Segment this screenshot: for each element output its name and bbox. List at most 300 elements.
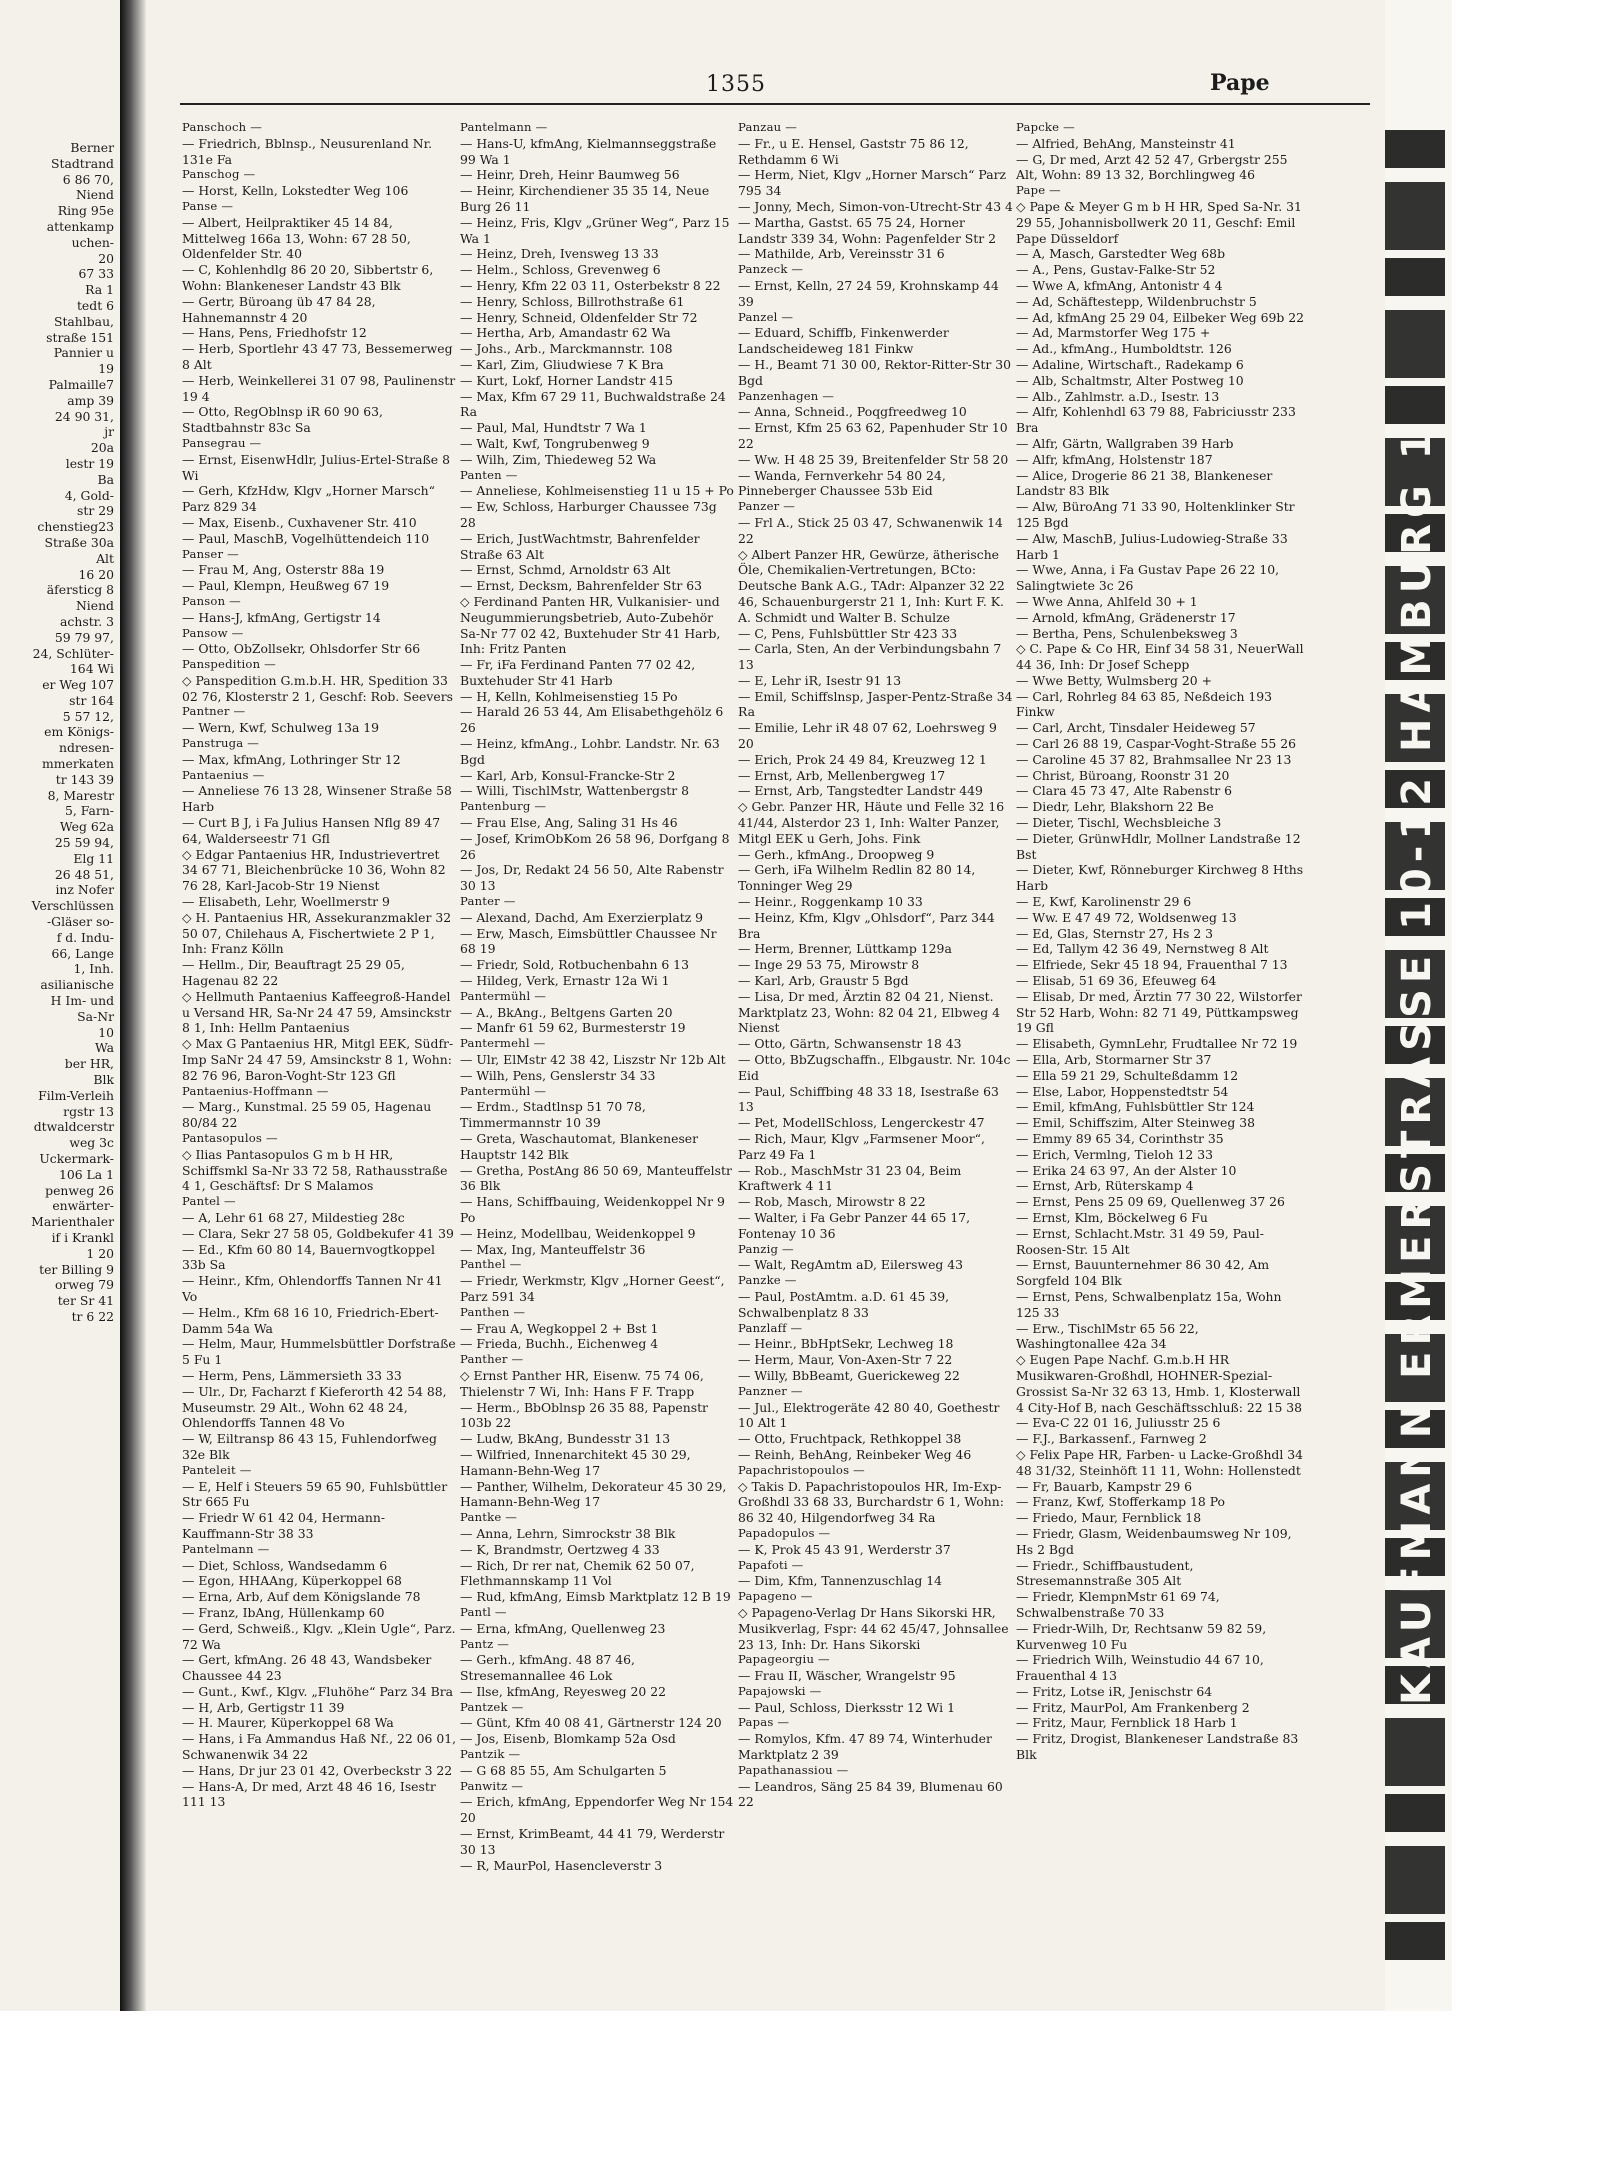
fragment-line: Sa-Nr [77,1008,114,1024]
directory-entry: — Paul, Schloss, Dierksstr 12 Wi 1 [738,1699,955,1715]
fragment-line: amp 39 [67,392,114,408]
directory-entry: — Eva-C 22 01 16, Juliusstr 25 6 [1016,1415,1221,1431]
directory-entry: — Fr., u E. Hensel, Gaststr 75 86 12, Rethdamm 6 Wi [738,135,969,167]
directory-entry: — Heinr, Dreh, Heinr Baumweg 56 [460,167,680,183]
directory-entry: — Franz, IbAng, Hüllenkamp 60 [182,1604,385,1620]
directory-entry: — Emil, Schiffszim, Alter Steinweg 38 [1016,1115,1255,1131]
directory-entry: — W, Eiltransp 86 43 15, Fuhlendorfweg 32e Blk [182,1431,437,1462]
directory-entry: — Caroline 45 37 82, Brahmsallee Nr 23 13 [1016,751,1292,767]
directory-entry: — Willi, TischlMstr, Wattenbergstr 8 [460,783,690,799]
directory-entry: — Martha, Gastst. 65 75 24, Horner Landstr 339 34, Wohn: Pagenfelder Str 2 [738,214,997,246]
directory-entry: — Heinr., BbHptSekr, Lechweg 18 [738,1336,954,1352]
directory-entry: — Inge 29 53 75, Mirowstr 8 [738,957,920,973]
directory-entry: — Fritz, Lotse iR, Jenischstr 64 [1016,1683,1213,1699]
directory-entry: — Hans, Schiffbauing, Weidenkoppel Nr 9 Po [460,1194,725,1225]
directory-entry: — Heinz, Kfm, Klgv „Ohlsdorf“, Parz 344 Bra [738,909,995,941]
directory-entry: — A, Lehr 61 68 27, Mildestieg 28c [182,1209,405,1225]
fragment-line: achstr. 3 [60,613,114,629]
directory-entry: — Emil, Schiffslnsp, Jasper-Pentz-Straße 34 Ra [738,688,1013,720]
directory-entry: — Panther, Wilhelm, Dekorateur 45 30 29, Hamann-Behn-Weg 17 [460,1478,727,1510]
directory-entry: — Elisab, Dr med, Ärztin 77 30 22, Wilstorfer Str 52 Harb, Wohn: 82 71 49, Püttkampsweg 19 Gfl [1016,988,1302,1036]
directory-entry: Panschog — [182,167,256,182]
fragment-line: penweg 26 [45,1182,114,1198]
directory-entry: — Herm, Brenner, Lüttkamp 129a [738,941,952,957]
directory-entry: — Ulr, ElMstr 42 38 42, Liszstr Nr 12b Alt [460,1052,726,1068]
directory-entry: — Helm, Maur, Hummelsbüttler Dorfstraße 5 Fu 1 [182,1336,456,1368]
directory-entry: — Anneliese, Kohlmeisenstieg 11 u 15 + Po [460,483,734,499]
directory-entry: — Erw., TischlMstr 65 56 22, Washingtonallee 42a 34 [1016,1320,1199,1352]
fragment-line: ber HR, [64,1056,114,1072]
directory-entry: Papathanassiou — [738,1762,849,1777]
directory-column-4 [1016,120,1306,1880]
directory-entry: Papajowski — [738,1683,822,1698]
directory-entry: — Herb, Weinkellerei 31 07 98, Paulinenstr 19 4 [182,372,456,404]
directory-entry: — Herm, Niet, Klgv „Horner Marsch“ Parz 795 34 [738,167,1007,199]
directory-entry: — Elfriede, Sekr 45 18 94, Frauenthal 7 13 [1016,957,1288,973]
directory-column-3 [738,120,1013,1880]
directory-entry: — Otto, ObZollsekr, Ohlsdorfer Str 66 [182,641,421,657]
directory-entry: ◇ Papageno-Verlag Dr Hans Sikorski HR, Musikverlag, Fspr: 44 62 45/47, Johnsallee 23 13, Inh: Dr. Hans Sikorski [738,1604,1009,1652]
directory-entry: — Ww. E 47 49 72, Woldsenweg 13 [1016,909,1237,925]
directory-entry: — Paul, Mal, Hundtstr 7 Wa 1 [460,420,647,436]
directory-entry: — Frau II, Wäscher, Wrangelstr 95 [738,1668,956,1684]
fragment-line: enwärter- [52,1198,114,1214]
directory-entry: — Ella, Arb, Stormarner Str 37 [1016,1052,1212,1068]
directory-entry: Pansegrau — [182,435,262,450]
directory-entry: — Gerd, Schweiß., Klgv. „Klein Ugle“, Parz. 72 Wa [182,1620,456,1652]
fragment-line: Stahlbau, [53,313,114,329]
fragment-line: 19 [98,361,114,377]
directory-entry: — Josef, KrimObKom 26 58 96, Dorfgang 8 26 [460,830,730,862]
directory-entry: — Gerh, iFa Wilhelm Redlin 82 80 14, Tonninger Weg 29 [738,862,976,894]
directory-entry: — Carl 26 88 19, Caspar-Voght-Straße 55 26 [1016,736,1296,752]
directory-entry: — Hans, i Fa Ammandus Haß Nf., 22 06 01, Schwanenwik 34 22 [182,1731,457,1763]
directory-entry: Pantaenius — [182,767,265,782]
directory-entry: — Ernst, Arb, Mellenbergweg 17 [738,767,946,783]
book-binding-shadow [120,0,146,2011]
directory-entry: Panson — [182,593,241,608]
directory-entry: — Friedr W 61 42 04, Hermann-Kauffmann-Str 38 33 [182,1510,386,1541]
directory-entry: Panthen — [460,1304,526,1319]
directory-entry: — Emilie, Lehr iR 48 07 62, Loehrsweg 9 20 [738,720,997,752]
directory-entry: — Gerh, KfzHdw, Klgv „Horner Marsch“ Parz 829 34 [182,483,435,515]
fragment-line: Straße 30a [44,534,114,550]
fragment-line: er Weg 107 [42,677,114,693]
fragment-line: 24, Schlüter- [32,645,114,661]
directory-entry: — Anneliese 76 13 28, Winsener Straße 58 Harb [182,783,452,815]
directory-entry: Papageorgiu — [738,1652,830,1667]
directory-entry: Panspedition — [182,657,276,672]
directory-entry: — Alexand, Dachd, Am Exerzierplatz 9 [460,909,704,925]
fragment-line: attenkamp [46,218,114,234]
directory-entry: — Franz, Kwf, Stofferkamp 18 Po [1016,1494,1226,1510]
directory-entry: — Eduard, Schiffb, Finkenwerder Landscheideweg 181 Finkw [738,325,949,357]
fragment-line: Palmaille7 [48,376,114,392]
directory-entry: — K, Prok 45 43 91, Werderstr 37 [738,1541,951,1557]
fragment-line: 4, Gold- [64,487,114,503]
directory-entry: — Wanda, Fernverkehr 54 80 24, Pinneberger Chaussee 53b Eid [738,467,946,499]
directory-entry: — Elisabeth, GymnLehr, Frudtallee Nr 72 19 [1016,1036,1298,1052]
facing-page-fragment [0,140,118,1900]
directory-entry: — Pet, ModellSchloss, Lengerckestr 47 [738,1115,985,1131]
directory-entry: — Wilh, Pens, Genslerstr 34 33 [460,1067,656,1083]
directory-entry: — Frl A., Stick 25 03 47, Schwanenwik 14 22 [738,514,1003,546]
directory-entry: Papageno — [738,1589,813,1604]
directory-entry: — Max, Eisenb., Cuxhavener Str. 410 [182,514,417,530]
directory-entry: Pansow — [182,625,244,640]
directory-entry: — Ed, Tallym 42 36 49, Nernstweg 8 Alt [1016,941,1269,957]
fragment-line: 164 Wi [69,661,114,677]
directory-entry: — Ilse, kfmAng, Reyesweg 20 22 [460,1683,666,1699]
fragment-line: Elg 11 [73,850,114,866]
fragment-line: inz Nofer [55,882,114,898]
directory-entry: — Wilh, Zim, Thiedeweg 52 Wa [460,451,657,467]
directory-entry: — Henry, Schloss, Billrothstraße 61 [460,293,685,309]
directory-entry: — Rich, Dr rer nat, Chemik 62 50 07, Flethmannskamp 11 Vol [460,1557,695,1589]
directory-entry: — Jul., Elektrogeräte 42 80 40, Goethestr 10 Alt 1 [738,1399,1000,1431]
directory-entry: ◇ Gebr. Panzer HR, Häute und Felle 32 16 41/44, Alsterdor 23 1, Inh: Walter Panzer, Mitgl EEK u Gerh, Johs. Fink [738,799,1005,846]
directory-entry: — Karl, Arb, Graustr 5 Bgd [738,973,909,989]
directory-entry: — Henry, Schneid, Oldenfelder Str 72 [460,309,698,325]
directory-entry: — Wern, Kwf, Schulweg 13a 19 [182,720,380,736]
directory-entry: — C, Kohlenhdlg 86 20 20, Sibbertstr 6, Wohn: Blankeneser Landstr 43 Blk [182,262,434,293]
directory-entry: — Wwe Betty, Wulmsberg 20 + [1016,672,1212,688]
fragment-line: em Königs- [44,724,114,740]
directory-entry: — Rob., MaschMstr 31 23 04, Beim Kraftwerk 4 11 [738,1162,962,1194]
directory-entry: Panter — [460,894,516,909]
directory-entry: — Gertr, Büroang üb 47 84 28, Hahnemannstr 4 20 [182,293,376,325]
directory-entry: — Wwe Anna, Ahlfeld 30 + 1 [1016,593,1198,609]
fragment-line: 26 48 51, [54,866,114,882]
directory-entry: — Alw, BüroAng 71 33 90, Holtenklinker Str 125 Bgd [1016,499,1295,530]
directory-entry: — Erna, kfmAng, Quellenweg 23 [460,1620,666,1636]
directory-entry: — Erdm., Stadtlnsp 51 70 78, Timmermannstr 10 39 [460,1099,646,1131]
directory-entry: — Hildeg, Verk, Ernastr 12a Wi 1 [460,973,670,989]
directory-entry: — Albert, Heilpraktiker 45 14 84, Mittelweg 166a 13, Wohn: 67 28 50, Oldenfelder Str. 40 [182,214,411,262]
directory-entry: — Alfr, Gärtn, Wallgraben 39 Harb [1016,435,1234,451]
directory-entry: — H., Beamt 71 30 00, Rektor-Ritter-Str 30 Bgd [738,356,1012,388]
directory-entry: — Marg., Kunstmal. 25 59 05, Hagenau 80/84 22 [182,1099,432,1131]
directory-entry: — Otto, RegOblnsp iR 60 90 63, Stadtbahnstr 83c Sa [182,404,383,436]
directory-entry: — Erw, Masch, Eimsbüttler Chaussee Nr 68 19 [460,925,717,957]
directory-entry: — H. Maurer, Küperkoppel 68 Wa [182,1715,394,1731]
directory-entry: Panstruga — [182,736,260,751]
directory-entry: — Ad, Schäftestepp, Wildenbruchstr 5 [1016,293,1257,309]
directory-entry: — A., BkAng., Beltgens Garten 20 [460,1004,673,1020]
directory-entry: — Paul, Schiffbing 48 33 18, Isestraße 63 13 [738,1083,999,1115]
directory-entry: — Elisabeth, Lehr, Woellmerstr 9 [182,894,390,910]
directory-entry: — Ww. H 48 25 39, Breitenfelder Str 58 20 [738,451,1009,467]
directory-entry: — Ernst, KrimBeamt, 44 41 79, Werderstr 30 13 [460,1826,725,1857]
fragment-line: Pannier u [53,345,114,361]
directory-entry: Panwitz — [460,1778,524,1793]
directory-entry: Panzenhagen — [738,388,835,403]
fragment-line: Niend [75,187,114,203]
fragment-line: 1, Inh. [73,961,114,977]
directory-entry: — Wilfried, Innenarchitekt 45 30 29, Hamann-Behn-Weg 17 [460,1446,691,1478]
directory-entry: — A., Pens, Gustav-Falke-Str 52 [1016,262,1216,278]
fragment-line: straße 151 [46,329,114,345]
directory-entry: — Fr, iFa Ferdinand Panten 77 02 42, Buxtehuder Str 41 Harb [460,657,696,688]
directory-entry: — C, Pens, Fuhlsbüttler Str 423 33 [738,625,958,641]
directory-entry: Panzke — [738,1273,797,1288]
directory-entry: — Herm, Pens, Lämmersieth 33 33 [182,1367,402,1383]
running-head: Pape [1210,70,1270,96]
directory-entry: Panzlaff — [738,1320,803,1335]
directory-entry: — Gerh., kfmAng., Droopweg 9 [738,846,935,862]
directory-entry: Panten — [460,467,518,482]
directory-entry: Pantermühl — [460,988,547,1003]
fragment-line: lestr 19 [65,455,114,471]
directory-entry: — Hellm., Dir, Beauftragt 25 29 05, Hagenau 82 22 [182,957,405,989]
directory-entry: — Fritz, Maur, Fernblick 18 Harb 1 [1016,1715,1238,1731]
directory-entry: — Leandros, Säng 25 84 39, Blumenau 60 22 [738,1778,1003,1810]
fragment-line: 20 [98,250,114,266]
directory-entry: — Anna, Lehrn, Simrockstr 38 Blk [460,1525,676,1541]
directory-entry: — Rich, Maur, Klgv „Farmsener Moor“, Parz 49 Fa 1 [738,1131,985,1162]
directory-entry: — Hans-A, Dr med, Arzt 48 46 16, Isestr 111 13 [182,1778,436,1810]
directory-entry: — Hertha, Arb, Amandastr 62 Wa [460,325,671,341]
directory-entry: ◇ C. Pape & Co HR, Einf 34 58 31, NeuerWall 44 36, Inh: Dr Josef Schepp [1016,641,1304,673]
fragment-line: Verschlüssen [31,898,114,914]
fragment-line: tr 6 22 [71,1308,114,1324]
fragment-line: 6 86 70, [62,171,114,187]
directory-entry: Pape — [1016,183,1061,198]
directory-entry: — Egon, HHAAng, Küperkoppel 68 [182,1573,402,1589]
directory-entry: — Walt, RegAmtm aD, Eilersweg 43 [738,1257,964,1273]
directory-entry: Papachristopoulos — [738,1462,865,1477]
directory-entry: — Friedo, Maur, Fernblick 18 [1016,1510,1202,1526]
directory-entry: ◇ Edgar Pantaenius HR, Industrievertret 34 67 71, Bleichenbrücke 10 36, Wohn 82 76 28, Karl-Jacob-Str 19 Nienst [182,846,446,894]
directory-column-1 [182,120,457,1880]
directory-entry: — Manfr 61 59 62, Burmesterstr 19 [460,1020,686,1036]
directory-entry: — Ad., kfmAng., Humboldtstr. 126 [1016,341,1232,357]
directory-entry: — Karl, Arb, Konsul-Francke-Str 2 [460,767,676,783]
directory-entry: — Else, Labor, Hoppenstedtstr 54 [1016,1083,1229,1099]
directory-entry: Pantaenius-Hoffmann — [182,1083,329,1098]
directory-entry: — Ernst, Schlacht.Mstr. 31 49 59, Paul-Roosen-Str. 15 Alt [1016,1225,1264,1257]
directory-entry: Panthel — [460,1257,522,1272]
directory-entry: — Jos, Dr, Redakt 24 56 50, Alte Rabenstr 30 13 [460,862,724,894]
directory-entry: — Ed., Kfm 60 80 14, Bauernvogtkoppel 33b Sa [182,1241,435,1273]
directory-entry: — Fritz, MaurPol, Am Frankenberg 2 [1016,1699,1250,1715]
directory-entry: Pantel — [182,1194,236,1209]
directory-entry: — Heinz, Fris, Klgv „Grüner Weg“, Parz 15 Wa 1 [460,214,730,246]
directory-entry: — Ernst, Pens, Schwalbenplatz 15a, Wohn 125 33 [1016,1288,1282,1320]
directory-entry: — Alb, Schaltmstr, Alter Postweg 10 [1016,372,1244,388]
directory-entry: — Helm., Kfm 68 16 10, Friedrich-Ebert-Damm 54a Wa [182,1304,439,1336]
directory-entry: — Jonny, Mech, Simon-von-Utrecht-Str 43 4 [738,198,1013,214]
fragment-line: Uckermark- [39,1151,114,1166]
directory-entry: — Friedr-Wilh, Dr, Rechtsanw 59 82 59, Kurvenweg 10 Fu [1016,1620,1267,1652]
directory-entry: ◇ Ferdinand Panten HR, Vulkanisier- und Neugummierungsbetrieb, Auto-Zubehör Sa-Nr 77 02 42, Buxtehuder Str 41 Harb, Inh: Fritz Panten [460,593,721,657]
fragment-line: 106 La 1 [58,1166,114,1182]
fragment-line: str 164 [69,692,114,708]
directory-entry: Panzig — [738,1241,794,1256]
fragment-line: Stadtrand [51,155,114,171]
directory-entry: — Helm., Schloss, Grevenweg 6 [460,262,661,278]
directory-entry: Papas — [738,1715,790,1730]
directory-entry: — Ernst, Pens 25 09 69, Quellenweg 37 26 [1016,1194,1285,1210]
directory-entry: Pantasopulos — [182,1131,278,1145]
directory-entry: — Alfried, BehAng, Mansteinstr 41 [1016,135,1236,151]
directory-entry: — Wwe, Anna, i Fa Gustav Pape 26 22 10, Salingtwiete 3c 26 [1016,562,1280,594]
directory-entry: — Friedr, Werkmstr, Klgv „Horner Geest“, Parz 591 34 [460,1273,725,1304]
fragment-line: dtwaldcerstr [33,1119,114,1135]
directory-entry: Pantermehl — [460,1036,546,1051]
directory-entry: — Ernst, Klm, Böckelweg 6 Fu [1016,1209,1208,1225]
directory-entry: — Ella 59 21 29, Schulteßdamm 12 [1016,1067,1239,1083]
fragment-line: asilianische [40,977,114,993]
directory-entry: — K, Brandmstr, Oertzweg 4 33 [460,1541,660,1557]
directory-entry: — Hans, Pens, Friedhofstr 12 [182,325,367,341]
directory-entry: — Alfr, Kohlenhdl 63 79 88, Fabriciusstr 233 Bra [1016,404,1296,436]
fragment-line: chenstieg23 [37,519,114,535]
fragment-line: tedt 6 [76,297,114,313]
directory-entry: — H, Arb, Gertigstr 11 39 [182,1699,345,1715]
directory-entry: Papcke — [1016,120,1075,134]
directory-entry: — Fr, Bauarb, Kampstr 29 6 [1016,1478,1193,1494]
directory-entry: — Alw, MaschB, Julius-Ludowieg-Straße 33 Harb 1 [1016,530,1288,562]
directory-entry: — Heinz, Modellbau, Weidenkoppel 9 [460,1225,696,1241]
fragment-line: if i Krankl [51,1229,114,1245]
directory-entry: — Clara 45 73 47, Alte Rabenstr 6 [1016,783,1232,799]
directory-entry: — R, MaurPol, Hasencleverstr 3 [460,1857,663,1873]
fragment-line: 20a [90,440,114,456]
fragment-line: 5 57 12, [62,708,114,724]
directory-entry: — Curt B J, i Fa Julius Hansen Nflg 89 47 64, Walderseestr 71 Gfl [182,815,441,846]
header-rule [180,103,1370,105]
fragment-line: weg 3c [69,1135,114,1151]
directory-entry: — Erna, Arb, Auf dem Königslande 78 [182,1589,421,1605]
directory-entry: — Hans-U, kfmAng, Kielmannseggstraße 99 Wa 1 [460,135,717,167]
directory-entry: — Dieter, Kwf, Rönneburger Kirchweg 8 Hths Harb [1016,862,1304,894]
directory-entry: Papadopulos — [738,1525,831,1540]
fragment-line: str 29 [77,503,114,519]
fragment-line: 5, Farn- [65,803,114,819]
directory-entry: — Arnold, kfmAng, Grädenerstr 17 [1016,609,1236,625]
directory-entry: — Max, Ing, Manteuffelstr 36 [460,1241,646,1257]
directory-entry: — Christ, Büroang, Roonstr 31 20 [1016,767,1230,783]
directory-entry: Panzer — [738,499,796,514]
directory-entry: — A, Masch, Garstedter Weg 68b [1016,246,1225,262]
directory-entry: — Heinr, Kirchendiener 35 35 14, Neue Burg 26 11 [460,183,710,214]
fragment-line: H Im- und [50,993,114,1009]
directory-entry: Pantenburg — [460,799,547,814]
directory-entry: Pantz — [460,1636,510,1651]
directory-entry: — Emil, kfmAng, Fuhlsbüttler Str 124 [1016,1099,1255,1115]
fragment-line: 16 20 [78,566,114,582]
fragment-line: 67 33 [78,266,114,282]
fragment-line: jr [104,424,114,440]
directory-entry: Panzeck — [738,262,804,277]
directory-entry: — Kurt, Lokf, Horner Landstr 415 [460,372,674,388]
directory-entry: — Friedr, KlempnMstr 61 69 74, Schwalbenstraße 70 33 [1016,1589,1220,1620]
directory-entry: — Günt, Kfm 40 08 41, Gärtnerstr 124 20 [460,1715,722,1731]
directory-entry: — Hans, Dr jur 23 01 42, Overbeckstr 3 22 [182,1762,453,1778]
directory-entry: — Lisa, Dr med, Ärztin 82 04 21, Nienst. Marktplatz 23, Wohn: 82 04 21, Elbweg 4 Nienst [738,988,1000,1036]
directory-entry: — G, Dr med, Arzt 42 52 47, Grbergstr 255 Alt, Wohn: 89 13 32, Borchlingweg 46 [1016,151,1288,183]
directory-entry: Panser — [182,546,239,561]
directory-entry: ◇ Albert Panzer HR, Gewürze, ätherische Öle, Chemikalien-Vertretungen, BCto: Deutsche Bank A.G., TAdr: Alpanzer 32 22 46, Schauenburgerstr 21 1, Inh: Kurt F. K. A. Schmidt und Walter B. Schulze [738,546,1005,625]
fragment-line: Ra 1 [85,282,114,298]
directory-entry: — Ad, kfmAng 25 29 04, Eilbeker Weg 69b 22 [1016,309,1305,325]
fragment-line: rgstr 13 [63,1103,114,1119]
directory-entry: — Friedrich Wilh, Weinstudio 44 67 10, Frauenthal 4 13 [1016,1652,1264,1684]
fragment-line: tr 143 39 [55,771,114,787]
directory-entry: — Hans-J, kfmAng, Gertigstr 14 [182,609,381,625]
directory-entry: — Ernst, Decksm, Bahrenfelder Str 63 [460,578,703,594]
directory-entry: Panzner — [738,1383,803,1398]
directory-entry: ◇ H. Pantaenius HR, Assekuranzmakler 32 50 07, Chilehaus A, Fischertwiete 2 P 1, Inh: Franz Kölln [182,909,452,957]
fragment-line: Blk [93,1072,114,1088]
directory-entry: — F.J., Barkassenf., Farnweg 2 [1016,1431,1207,1447]
directory-entry: — Reinh, BehAng, Reinbeker Weg 46 [738,1446,972,1462]
directory-entry: — Karl, Zim, Gliudwiese 7 K Bra [460,356,664,372]
directory-entry: ◇ Ernst Panther HR, Eisenw. 75 74 06, Thielenstr 7 Wi, Inh: Hans F F. Trapp [460,1367,704,1399]
directory-entry: Pantzik — [460,1747,521,1762]
directory-entry: — Wwe A, kfmAng, Antonistr 4 4 [1016,277,1223,293]
directory-entry: Pantl — [460,1604,507,1619]
directory-entry: ◇ Eugen Pape Nachf. G.m.b.H HR Musikwaren-Großhdl, HOHNER-Spezial-Grossist Sa-Nr 32 63 13, Hmb. 1, Klosterwall 4 City-Hof B, nach Geschäftsschluß: 22 15 38 [1016,1352,1303,1415]
directory-entry: — Gerh., kfmAng. 48 87 46, Stresemannallee 46 Lok [460,1652,635,1684]
fragment-line: äfersticg 8 [46,582,114,598]
directory-entry: — Adaline, Wirtschaft., Radekamp 6 [1016,356,1244,372]
directory-column-2 [460,120,735,1880]
directory-entry: — Ulr., Dr, Facharzt f Kieferorth 42 54 88, Museumstr. 29 Alt., Wohn 62 48 24, Ohlendorffs Tannen 48 Vo [182,1383,447,1431]
directory-entry: Pantelmann — [460,120,548,134]
directory-entry: — Heinz, Dreh, Ivensweg 13 33 [460,246,659,262]
directory-entry: — Heinz, kfmAng., Lohbr. Landstr. Nr. 63 Bgd [460,736,720,767]
directory-entry: ◇ Ilias Pantasopulos G m b H HR, Schiffsmkl Sa-Nr 33 72 58, Rathausstraße 4 1, Geschäftsf: Dr S Malamos [182,1146,448,1194]
directory-entry: — Erich, kfmAng, Eppendorfer Weg Nr 154 20 [460,1794,734,1826]
directory-entry: — Otto, BbZugschaffn., Elbgaustr. Nr. 104c Eid [738,1052,1011,1083]
fragment-line: 66, Lange [51,945,114,961]
directory-entry: — Walter, i Fa Gebr Panzer 44 65 17, Fontenay 10 36 [738,1209,971,1241]
directory-entry: Panther — [460,1352,524,1367]
directory-entry: — Erich, Prok 24 49 84, Kreuzweg 12 1 [738,751,987,767]
directory-entry: Panzel — [738,309,794,324]
directory-entry: — Heinr., Kfm, Ohlendorffs Tannen Nr 41 Vo [182,1273,443,1304]
directory-entry: — Heinr., Roggenkamp 10 33 [738,894,923,910]
directory-entry: — Friedr, Glasm, Weidenbaumsweg Nr 109, Hs 2 Bgd [1016,1525,1292,1557]
directory-entry: — Otto, Fruchtpack, Rethkoppel 38 [738,1431,962,1447]
directory-entry: — E, Helf i Steuers 59 65 90, Fuhlsbüttler Str 665 Fu [182,1478,448,1510]
directory-entry: Panteleit — [182,1462,252,1477]
fragment-line: -Gläser so- [47,914,114,930]
directory-entry: — H, Kelln, Kohlmeisenstieg 15 Po [460,688,678,704]
directory-entry: — Dieter, GrünwHdlr, Mollner Landstraße 12 Bst [1016,830,1301,862]
fragment-line: 10 [98,1024,114,1040]
fragment-line: mmerkaten [42,756,114,772]
fragment-line: 24 90 31, [54,408,114,424]
directory-entry: — Ernst, Kfm 25 63 62, Papenhuder Str 10 22 [738,420,1008,451]
directory-entry: — Dim, Kfm, Tannenzuschlag 14 [738,1573,943,1589]
directory-entry: — Johs., Arb., Marckmannstr. 108 [460,341,673,357]
directory-entry: — Herb, Sportlehr 43 47 73, Bessemerweg 8 Alt [182,341,453,372]
directory-entry: — Herm, Maur, Von-Axen-Str 7 22 [738,1352,953,1368]
directory-entry: — Ernst, Bauunternehmer 86 30 42, Am Sorgfeld 104 Blk [1016,1257,1270,1289]
directory-entry: — Greta, Waschautomat, Blankeneser Hauptstr 142 Blk [460,1131,699,1162]
directory-entry: — Frau A, Wegkoppel 2 + Bst 1 [460,1320,659,1336]
directory-entry: Papafoti — [738,1557,804,1572]
fragment-line: ter Sr 41 [57,1293,114,1309]
directory-entry: — Paul, PostAmtm. a.D. 61 45 39, Schwalbenplatz 8 33 [738,1288,950,1320]
directory-entry: Pantermühl — [460,1083,547,1098]
directory-entry: — Paul, Klempn, Heußweg 67 19 [182,578,390,594]
directory-entry: — Henry, Kfm 22 03 11, Osterbekstr 8 22 [460,277,721,293]
fragment-line: ter Billing 9 [39,1261,114,1277]
